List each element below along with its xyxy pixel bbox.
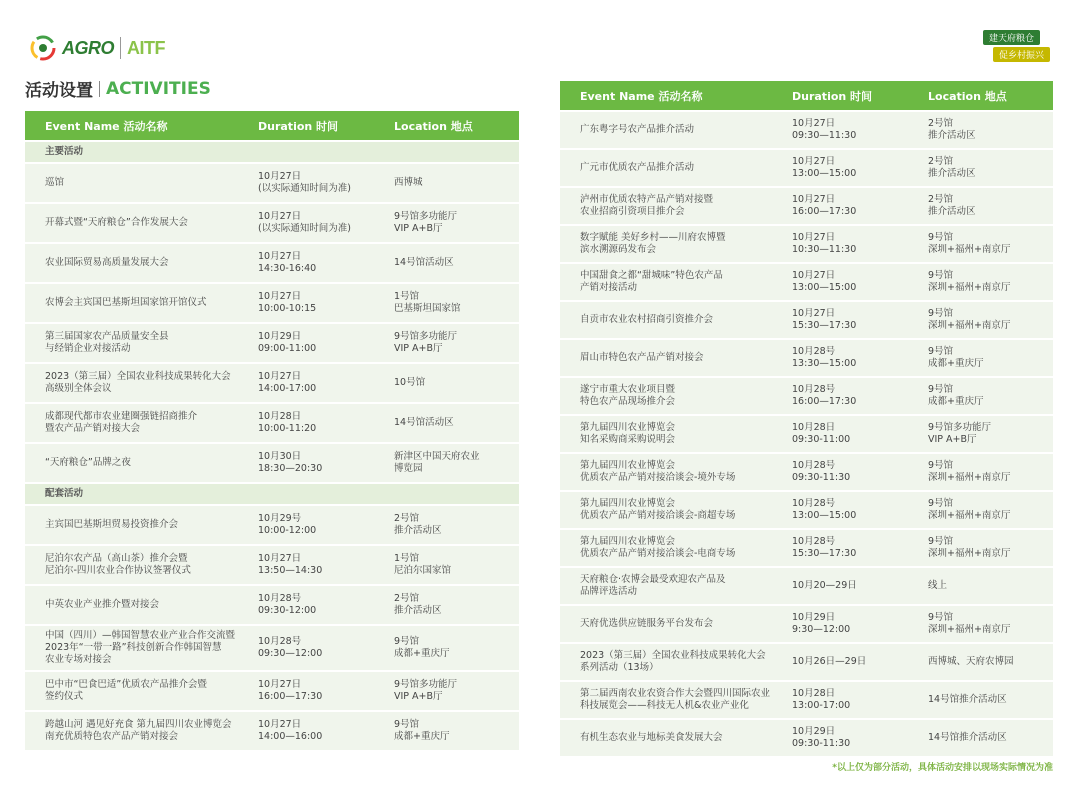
event-name-cell: 泸州市优质农特产品产销对接暨 农业招商引资项目推介会	[560, 188, 786, 224]
event-duration-cell: 10月27日 09:30—11:30	[786, 112, 922, 148]
table-row	[560, 378, 1053, 414]
event-duration-cell: 10月28号 09:30-11:30	[786, 454, 922, 490]
event-name-cell: 2023（第三届）全国农业科技成果转化大会 系列活动（13场）	[560, 644, 786, 680]
event-name-cell: 中英农业产业推介暨对接会	[25, 586, 252, 624]
event-name-cell: “天府粮仓”品牌之夜	[25, 444, 252, 482]
event-location-cell: 9号馆 成都+重庆厅	[388, 712, 519, 750]
event-location-cell: 西博城	[388, 164, 519, 202]
event-location-cell: 14号馆活动区	[388, 244, 519, 282]
logo-area	[30, 30, 165, 66]
event-duration-cell: 10月28号 13:00—15:00	[786, 492, 922, 528]
table-row	[25, 284, 519, 322]
table-row	[560, 530, 1053, 566]
event-name-cell: 有机生态农业与地标美食发展大会	[560, 720, 786, 756]
event-name-cell: 第九届四川农业博览会 优质农产品产销对接洽谈会-境外专场	[560, 454, 786, 490]
event-name-cell: 农博会主宾国巴基斯坦国家馆开馆仪式	[25, 284, 252, 322]
table-row	[560, 644, 1053, 680]
event-duration-cell: 10月27日 10:00-10:15	[252, 284, 388, 322]
event-location-cell: 9号馆 深圳+福州+南京厅	[922, 492, 1053, 528]
table-row	[25, 586, 519, 624]
slogan-badges	[983, 30, 1050, 62]
table-row	[560, 416, 1053, 452]
group-header-row	[25, 142, 519, 162]
table-row	[25, 164, 519, 202]
slogan-badge-1: 建天府粮仓	[983, 30, 1040, 45]
event-name-cell: 数字赋能 美好乡村——川府农博暨 滨水溯源码发布会	[560, 226, 786, 262]
event-location-cell: 9号馆 成都+重庆厅	[922, 340, 1053, 376]
event-name-cell: 第九届四川农业博览会 优质农产品产销对接洽谈会-商超专场	[560, 492, 786, 528]
event-duration-cell: 10月27日 16:00—17:30	[252, 672, 388, 710]
event-duration-cell: 10月27日 (以实际通知时间为准)	[252, 164, 388, 202]
event-name-cell: 天府粮仓·农博会最受欢迎农产品及 品牌评选活动	[560, 568, 786, 604]
event-name-cell: 天府优选供应链服务平台发布会	[560, 606, 786, 642]
table-row	[560, 112, 1053, 148]
event-duration-cell: 10月28号 09:30—12:00	[252, 626, 388, 670]
event-location-cell: 10号馆	[388, 364, 519, 402]
slogan-badge-2: 促乡村振兴	[993, 47, 1050, 62]
table-row	[560, 682, 1053, 718]
table-row	[560, 568, 1053, 604]
agro-swirl-icon	[30, 35, 56, 61]
table-header-row	[25, 111, 519, 140]
event-location-cell: 14号馆推介活动区	[922, 682, 1053, 718]
event-location-cell: 2号馆 推介活动区	[922, 188, 1053, 224]
table-row	[560, 302, 1053, 338]
event-name-cell: 巡馆	[25, 164, 252, 202]
table-row	[25, 546, 519, 584]
event-duration-cell: 10月27日 15:30—17:30	[786, 302, 922, 338]
activities-table-right	[560, 79, 1053, 758]
table-header-row	[560, 81, 1053, 110]
group-label: 配套活动	[25, 484, 519, 504]
logo-agro: AGRO	[62, 37, 114, 58]
activities-table-left	[25, 109, 519, 752]
table-row	[25, 506, 519, 544]
event-location-cell: 2号馆 推介活动区	[922, 150, 1053, 186]
table-row	[25, 626, 519, 670]
event-duration-cell: 10月29日 09:30-11:30	[786, 720, 922, 756]
event-name-cell: 第九届四川农业博览会 优质农产品产销对接洽谈会-电商专场	[560, 530, 786, 566]
event-duration-cell: 10月27日 10:30—11:30	[786, 226, 922, 262]
event-name-cell: 成都现代都市农业建圈强链招商推介 暨农产品产销对接大会	[25, 404, 252, 442]
event-location-cell: 9号馆多功能厅 VIP A+B厅	[388, 324, 519, 362]
event-location-cell: 9号馆多功能厅 VIP A+B厅	[922, 416, 1053, 452]
event-name-cell: 遂宁市重大农业项目暨 特色农产品现场推介会	[560, 378, 786, 414]
table-row	[25, 672, 519, 710]
event-duration-cell: 10月27日 14:00—16:00	[252, 712, 388, 750]
table-row	[25, 324, 519, 362]
event-duration-cell: 10月28号 13:30—15:00	[786, 340, 922, 376]
page-title-cn: 活动设置	[25, 81, 93, 101]
event-name-cell: 自贡市农业农村招商引资推介会	[560, 302, 786, 338]
table-row	[560, 720, 1053, 756]
table-row	[25, 404, 519, 442]
event-duration-cell: 10月28号 16:00—17:30	[786, 378, 922, 414]
group-header-row	[25, 484, 519, 504]
table-row	[560, 454, 1053, 490]
event-name-cell: 广元市优质农产品推介活动	[560, 150, 786, 186]
table-row	[25, 444, 519, 482]
footnote: *以上仅为部分活动，具体活动安排以现场实际情况为准	[832, 763, 1053, 773]
event-name-cell: 主宾国巴基斯坦贸易投资推介会	[25, 506, 252, 544]
table-row	[560, 150, 1053, 186]
event-location-cell: 9号馆 深圳+福州+南京厅	[922, 264, 1053, 300]
event-location-cell: 9号馆 成都+重庆厅	[922, 378, 1053, 414]
table-row	[25, 244, 519, 282]
event-location-cell: 线上	[922, 568, 1053, 604]
event-location-cell: 2号馆 推介活动区	[388, 586, 519, 624]
event-location-cell: 2号馆 推介活动区	[922, 112, 1053, 148]
event-duration-cell: 10月30日 18:30—20:30	[252, 444, 388, 482]
event-duration-cell: 10月27日 13:00—15:00	[786, 150, 922, 186]
logo-aitf: AITF	[127, 37, 165, 58]
event-duration-cell: 10月27日 14:30-16:40	[252, 244, 388, 282]
table-row	[25, 204, 519, 242]
event-duration-cell: 10月28日 09:30-11:00	[786, 416, 922, 452]
event-name-cell: 第九届四川农业博览会 知名采购商采购说明会	[560, 416, 786, 452]
event-name-cell: 跨越山河 遇见好充食 第九届四川农业博览会 南充优质特色农产品产销对接会	[25, 712, 252, 750]
page-title	[25, 76, 211, 101]
event-location-cell: 1号馆 巴基斯坦国家馆	[388, 284, 519, 322]
title-divider	[99, 81, 100, 97]
right-table-body	[560, 112, 1053, 756]
event-location-cell: 新津区中国天府农业 博览园	[388, 444, 519, 482]
table-row	[25, 364, 519, 402]
event-duration-cell: 10月26日—29日	[786, 644, 922, 680]
event-location-cell: 9号馆 深圳+福州+南京厅	[922, 226, 1053, 262]
event-name-cell: 2023（第三届）全国农业科技成果转化大会 高级别全体会议	[25, 364, 252, 402]
logo-divider	[120, 37, 121, 59]
col-header-location: Location 地点	[922, 81, 1053, 110]
table-row	[560, 226, 1053, 262]
col-header-name: Event Name 活动名称	[560, 81, 786, 110]
event-name-cell: 眉山市特色农产品产销对接会	[560, 340, 786, 376]
event-name-cell: 第二届西南农业农资合作大会暨四川国际农业 科技展览会——科技无人机&农业产业化	[560, 682, 786, 718]
event-name-cell: 尼泊尔农产品（高山茶）推介会暨 尼泊尔-四川农业合作协议签署仪式	[25, 546, 252, 584]
event-duration-cell: 10月29日 9:30—12:00	[786, 606, 922, 642]
event-location-cell: 9号馆 成都+重庆厅	[388, 626, 519, 670]
event-duration-cell: 10月29日 09:00-11:00	[252, 324, 388, 362]
event-location-cell: 14号馆活动区	[388, 404, 519, 442]
event-duration-cell: 10月29号 10:00-12:00	[252, 506, 388, 544]
table-row	[560, 492, 1053, 528]
event-name-cell: 广东粤字号农产品推介活动	[560, 112, 786, 148]
col-header-duration: Duration 时间	[786, 81, 922, 110]
event-location-cell: 1号馆 尼泊尔国家馆	[388, 546, 519, 584]
event-duration-cell: 10月27日 14:00-17:00	[252, 364, 388, 402]
event-duration-cell: 10月28号 15:30—17:30	[786, 530, 922, 566]
event-name-cell: 中国（四川）—韩国智慧农业产业合作交流暨 2023年“一带一路”科技创新合作韩国智慧 农业专场对接会	[25, 626, 252, 670]
col-header-duration: Duration 时间	[252, 111, 388, 140]
table-row	[25, 712, 519, 750]
event-duration-cell: 10月27日 (以实际通知时间为准)	[252, 204, 388, 242]
event-location-cell: 14号馆推介活动区	[922, 720, 1053, 756]
event-location-cell: 2号馆 推介活动区	[388, 506, 519, 544]
table-row	[560, 188, 1053, 224]
event-location-cell: 9号馆 深圳+福州+南京厅	[922, 606, 1053, 642]
table-row	[560, 340, 1053, 376]
event-location-cell: 西博城、天府农博园	[922, 644, 1053, 680]
event-duration-cell: 10月27日 16:00—17:30	[786, 188, 922, 224]
event-location-cell: 9号馆多功能厅 VIP A+B厅	[388, 204, 519, 242]
event-duration-cell: 10月28号 09:30-12:00	[252, 586, 388, 624]
event-name-cell: 农业国际贸易高质量发展大会	[25, 244, 252, 282]
event-duration-cell: 10月27日 13:50—14:30	[252, 546, 388, 584]
event-location-cell: 9号馆多功能厅 VIP A+B厅	[388, 672, 519, 710]
event-name-cell: 巴中市“巴食巴适”优质农产品推介会暨 签约仪式	[25, 672, 252, 710]
group-label: 主要活动	[25, 142, 519, 162]
event-location-cell: 9号馆 深圳+福州+南京厅	[922, 530, 1053, 566]
left-table-body	[25, 142, 519, 750]
event-duration-cell: 10月28日 10:00-11:20	[252, 404, 388, 442]
event-location-cell: 9号馆 深圳+福州+南京厅	[922, 302, 1053, 338]
table-row	[560, 264, 1053, 300]
event-name-cell: 中国甜食之都“甜城味”特色农产品 产销对接活动	[560, 264, 786, 300]
table-row	[560, 606, 1053, 642]
event-duration-cell: 10月28日 13:00-17:00	[786, 682, 922, 718]
col-header-location: Location 地点	[388, 111, 519, 140]
page-title-en: ACTIVITIES	[106, 78, 211, 99]
event-name-cell: 第三届国家农产品质量安全县 与经销企业对接活动	[25, 324, 252, 362]
event-duration-cell: 10月27日 13:00—15:00	[786, 264, 922, 300]
event-duration-cell: 10月20—29日	[786, 568, 922, 604]
col-header-name: Event Name 活动名称	[25, 111, 252, 140]
event-name-cell: 开幕式暨“天府粮仓”合作发展大会	[25, 204, 252, 242]
event-location-cell: 9号馆 深圳+福州+南京厅	[922, 454, 1053, 490]
